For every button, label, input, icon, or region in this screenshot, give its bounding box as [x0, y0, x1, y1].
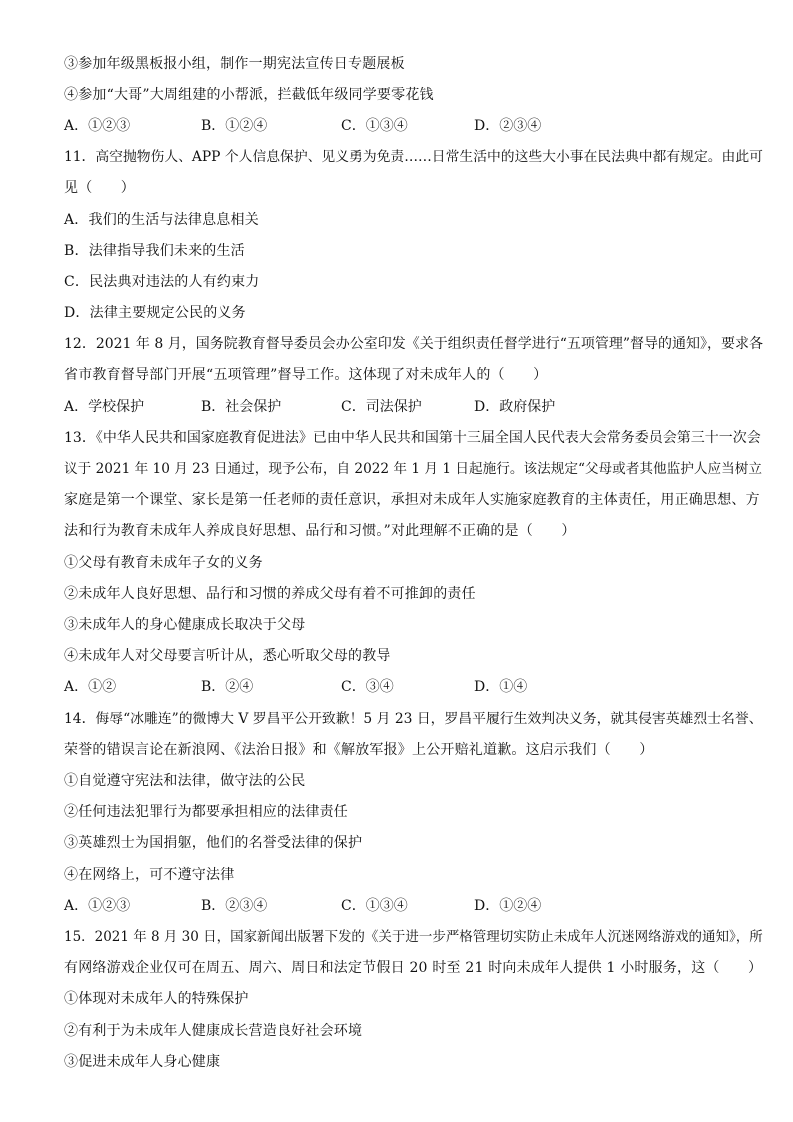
q11-choice-a[interactable]: A．我们的生活与法律息息相关: [64, 212, 259, 228]
q13-item-4: ④未成年人对父母要言听计从，悉心听取父母的教导: [64, 648, 391, 664]
q12-option-c[interactable]: C．司法保护: [341, 399, 422, 415]
q10-item-4: ④参加“大哥”大周组建的小帮派，拦截低年级同学要零花钱: [64, 87, 434, 103]
q14-stem-line-1: 14．侮辱“冰雕连”的微博大 V 罗昌平公开致歉！5 月 23 日，罗昌平履行生效判决义务，就其侵害英雄烈士名誉、: [64, 711, 763, 727]
q10-option-b[interactable]: B．①②④: [201, 118, 268, 134]
q14-item-3: ③英雄烈士为国捐躯，他们的名誉受法律的保护: [64, 835, 363, 851]
q13-option-d[interactable]: D．①④: [474, 679, 528, 695]
q11-choice-c[interactable]: C．民法典对违法的人有约束力: [64, 274, 260, 290]
q14-item-2: ②任何违法犯罪行为都要承担相应的法律责任: [64, 804, 348, 820]
q10-option-a[interactable]: A．①②③: [64, 118, 131, 134]
q11-choice-b[interactable]: B．法律指导我们未来的生活: [64, 243, 245, 259]
q10-option-d[interactable]: D．②③④: [474, 118, 542, 134]
q11-stem-line-1: 11．高空抛物伤人、APP 个人信息保护、见义勇为免责……日常生活中的这些大小事在民法典中都有规定。由此可: [64, 149, 763, 165]
q11-stem-line-2: 见（ ）: [64, 180, 135, 196]
q12-option-d[interactable]: D．政府保护: [474, 399, 556, 415]
q12-stem-line-2: 省市教育督导部门开展“五项管理”督导工作。这体现了对未成年人的（ ）: [64, 367, 548, 383]
q13-stem-line-2: 议于 2021 年 10 月 23 日通过，现予公布，自 2022 年 1 月 1 日起施行。该法规定“父母或者其他监护人应当树立: [64, 461, 763, 477]
q13-stem-line-1: 13．《中华人民共和国家庭教育促进法》已由中华人民共和国第十三届全国人民代表大会常务委员会第三十一次会: [64, 430, 761, 446]
q15-stem-line-1: 15．2021 年 8 月 30 日，国家新闻出版署下发的《关于进一步严格管理切实防止未成年人沉迷网络游戏的通知》，所: [64, 929, 763, 945]
q15-item-2: ②有利于为未成年人健康成长营造良好社会环境: [64, 1023, 363, 1039]
q13-option-b[interactable]: B．②④: [201, 679, 254, 695]
q11-choice-d[interactable]: D．法律主要规定公民的义务: [64, 305, 246, 321]
q14-option-d[interactable]: D．①②④: [474, 898, 542, 914]
q12-option-b[interactable]: B．社会保护: [201, 399, 282, 415]
q14-item-1: ①自觉遵守宪法和法律，做守法的公民: [64, 773, 306, 789]
q10-option-c[interactable]: C．①③④: [341, 118, 408, 134]
q13-stem-line-3: 家庭是第一个课堂、家长是第一任老师的责任意识，承担对未成年人实施家庭教育的主体责任，用正确思想、方: [64, 492, 760, 508]
q13-item-2: ②未成年人良好思想、品行和习惯的养成父母有着不可推卸的责任: [64, 586, 476, 602]
q13-item-1: ①父母有教育未成年子女的义务: [64, 555, 263, 571]
q13-item-3: ③未成年人的身心健康成长取决于父母: [64, 617, 306, 633]
q15-item-1: ①体现对未成年人的特殊保护: [64, 991, 249, 1007]
q14-option-a[interactable]: A．①②③: [64, 898, 131, 914]
q12-option-a[interactable]: A．学校保护: [64, 399, 145, 415]
q14-option-c[interactable]: C．①③④: [341, 898, 408, 914]
q10-item-3: ③参加年级黑板报小组，制作一期宪法宣传日专题展板: [64, 56, 405, 72]
q14-option-b[interactable]: B．②③④: [201, 898, 268, 914]
q15-stem-line-2: 有网络游戏企业仅可在周五、周六、周日和法定节假日 20 时至 21 时向未成年人提供 1 小时服务，这（ ）: [64, 960, 763, 976]
q13-stem-line-4: 法和行为教育未成年人养成良好思想、品行和习惯。”对此理解不正确的是（ ）: [64, 523, 576, 539]
q13-option-a[interactable]: A．①②: [64, 679, 117, 695]
q12-stem-line-1: 12．2021 年 8 月，国务院教育督导委员会办公室印发《关于组织责任督学进行“五项管理”督导的通知》，要求各: [64, 336, 764, 352]
q14-item-4: ④在网络上，可不遵守法律: [64, 867, 235, 883]
q14-stem-line-2: 荣誉的错误言论在新浪网、《法治日报》和《解放军报》上公开赔礼道歉。这启示我们（ ）: [64, 742, 654, 758]
q13-option-c[interactable]: C．③④: [341, 679, 394, 695]
q15-item-3: ③促进未成年人身心健康: [64, 1054, 221, 1070]
